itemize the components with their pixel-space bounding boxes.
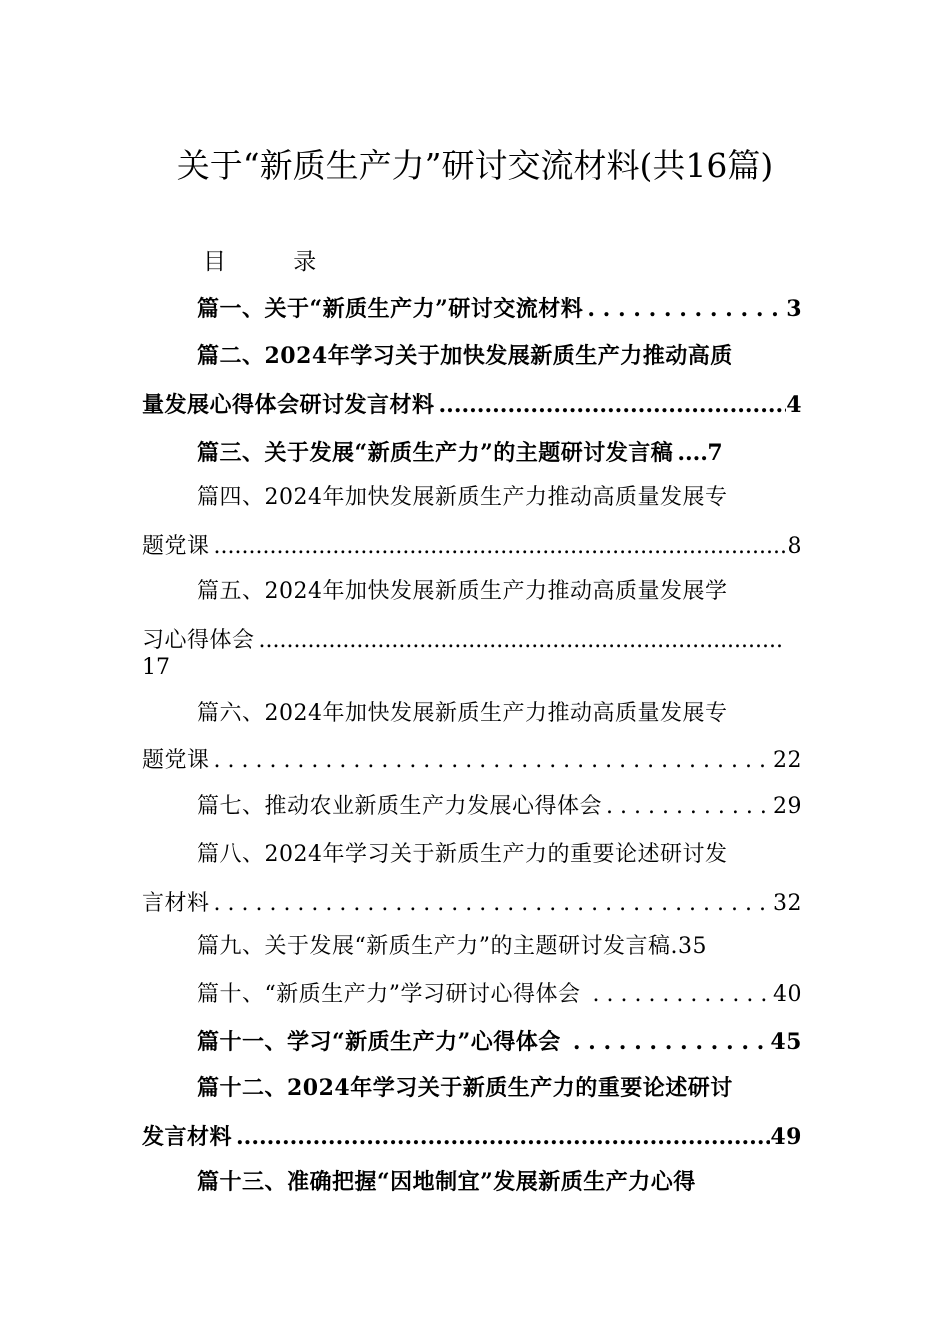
toc-leader-dots	[210, 529, 788, 565]
toc-entry-title-continued: 发言材料	[142, 1124, 233, 1150]
toc-leader-dots	[210, 743, 773, 779]
toc-leader-dots	[435, 387, 787, 423]
toc-entry-title: 篇五、2024年加快发展新质生产力推动高质量发展学	[197, 579, 728, 604]
toc-page-number: 40	[773, 982, 802, 1007]
toc-leader-dots	[255, 623, 785, 659]
toc-entry-title: 篇十三、准确把握“因地制宜”发展新质生产力心得	[197, 1169, 696, 1195]
toc-leader-dots	[561, 1024, 771, 1060]
toc-leader-dots	[602, 789, 773, 825]
toc-entry-title: 篇八、2024年学习关于新质生产力的重要论述研讨发	[197, 842, 728, 867]
toc-entry-title-continued: 习心得体会	[142, 628, 255, 653]
toc-entry-title: 篇十二、2024年学习关于新质生产力的重要论述研讨	[197, 1075, 733, 1101]
toc-page-number: 35	[678, 934, 707, 959]
toc-page-number: 49	[770, 1124, 802, 1150]
toc-leader-dots	[673, 435, 707, 471]
toc-heading: 目 录	[203, 249, 347, 275]
toc-leader-dots	[583, 291, 786, 327]
toc-page-number: 29	[773, 794, 802, 819]
toc-entry-title: 篇二、2024年学习关于加快发展新质生产力推动高质	[197, 343, 733, 369]
toc-entry-title: 篇三、关于发展“新质生产力”的主题研讨发言稿	[197, 440, 674, 466]
toc-entry-title: 篇九、关于发展“新质生产力”的主题研讨发言稿.	[197, 934, 678, 959]
toc-entry-title-continued: 题党课	[142, 748, 210, 773]
toc-page-number: 7	[707, 440, 724, 466]
toc-entry-title-continued: 题党课	[142, 534, 210, 559]
toc-page-number: 8	[787, 534, 802, 559]
toc-page-number: 22	[773, 748, 802, 773]
toc-page-number: 4	[786, 392, 802, 418]
toc-entry-title: 篇一、关于“新质生产力”研讨交流材料	[197, 296, 584, 322]
toc-page-number: 17	[142, 655, 170, 680]
toc-leader-dots	[210, 886, 773, 922]
toc-entry-title: 篇七、推动农业新质生产力发展心得体会	[197, 794, 603, 819]
toc-entry-title-continued: 量发展心得体会研讨发言材料	[142, 392, 435, 418]
toc-entry-title: 篇十一、学习“新质生产力”心得体会	[197, 1029, 561, 1055]
toc-page-number: 3	[786, 296, 802, 322]
toc-entry-title: 篇四、2024年加快发展新质生产力推动高质量发展专	[197, 485, 728, 510]
document-title: 关于“新质生产力”研讨交流材料(共16篇)	[176, 146, 774, 185]
toc-page-number: 45	[770, 1029, 802, 1055]
toc-entry-title: 篇六、2024年加快发展新质生产力推动高质量发展专	[197, 701, 728, 726]
toc-entry-title: 篇十、“新质生产力”学习研讨心得体会	[197, 982, 581, 1007]
toc-entry-title-continued: 言材料	[142, 891, 210, 916]
toc-leader-dots	[581, 977, 774, 1013]
toc-page-number: 32	[773, 891, 802, 916]
toc-leader-dots	[232, 1119, 770, 1155]
